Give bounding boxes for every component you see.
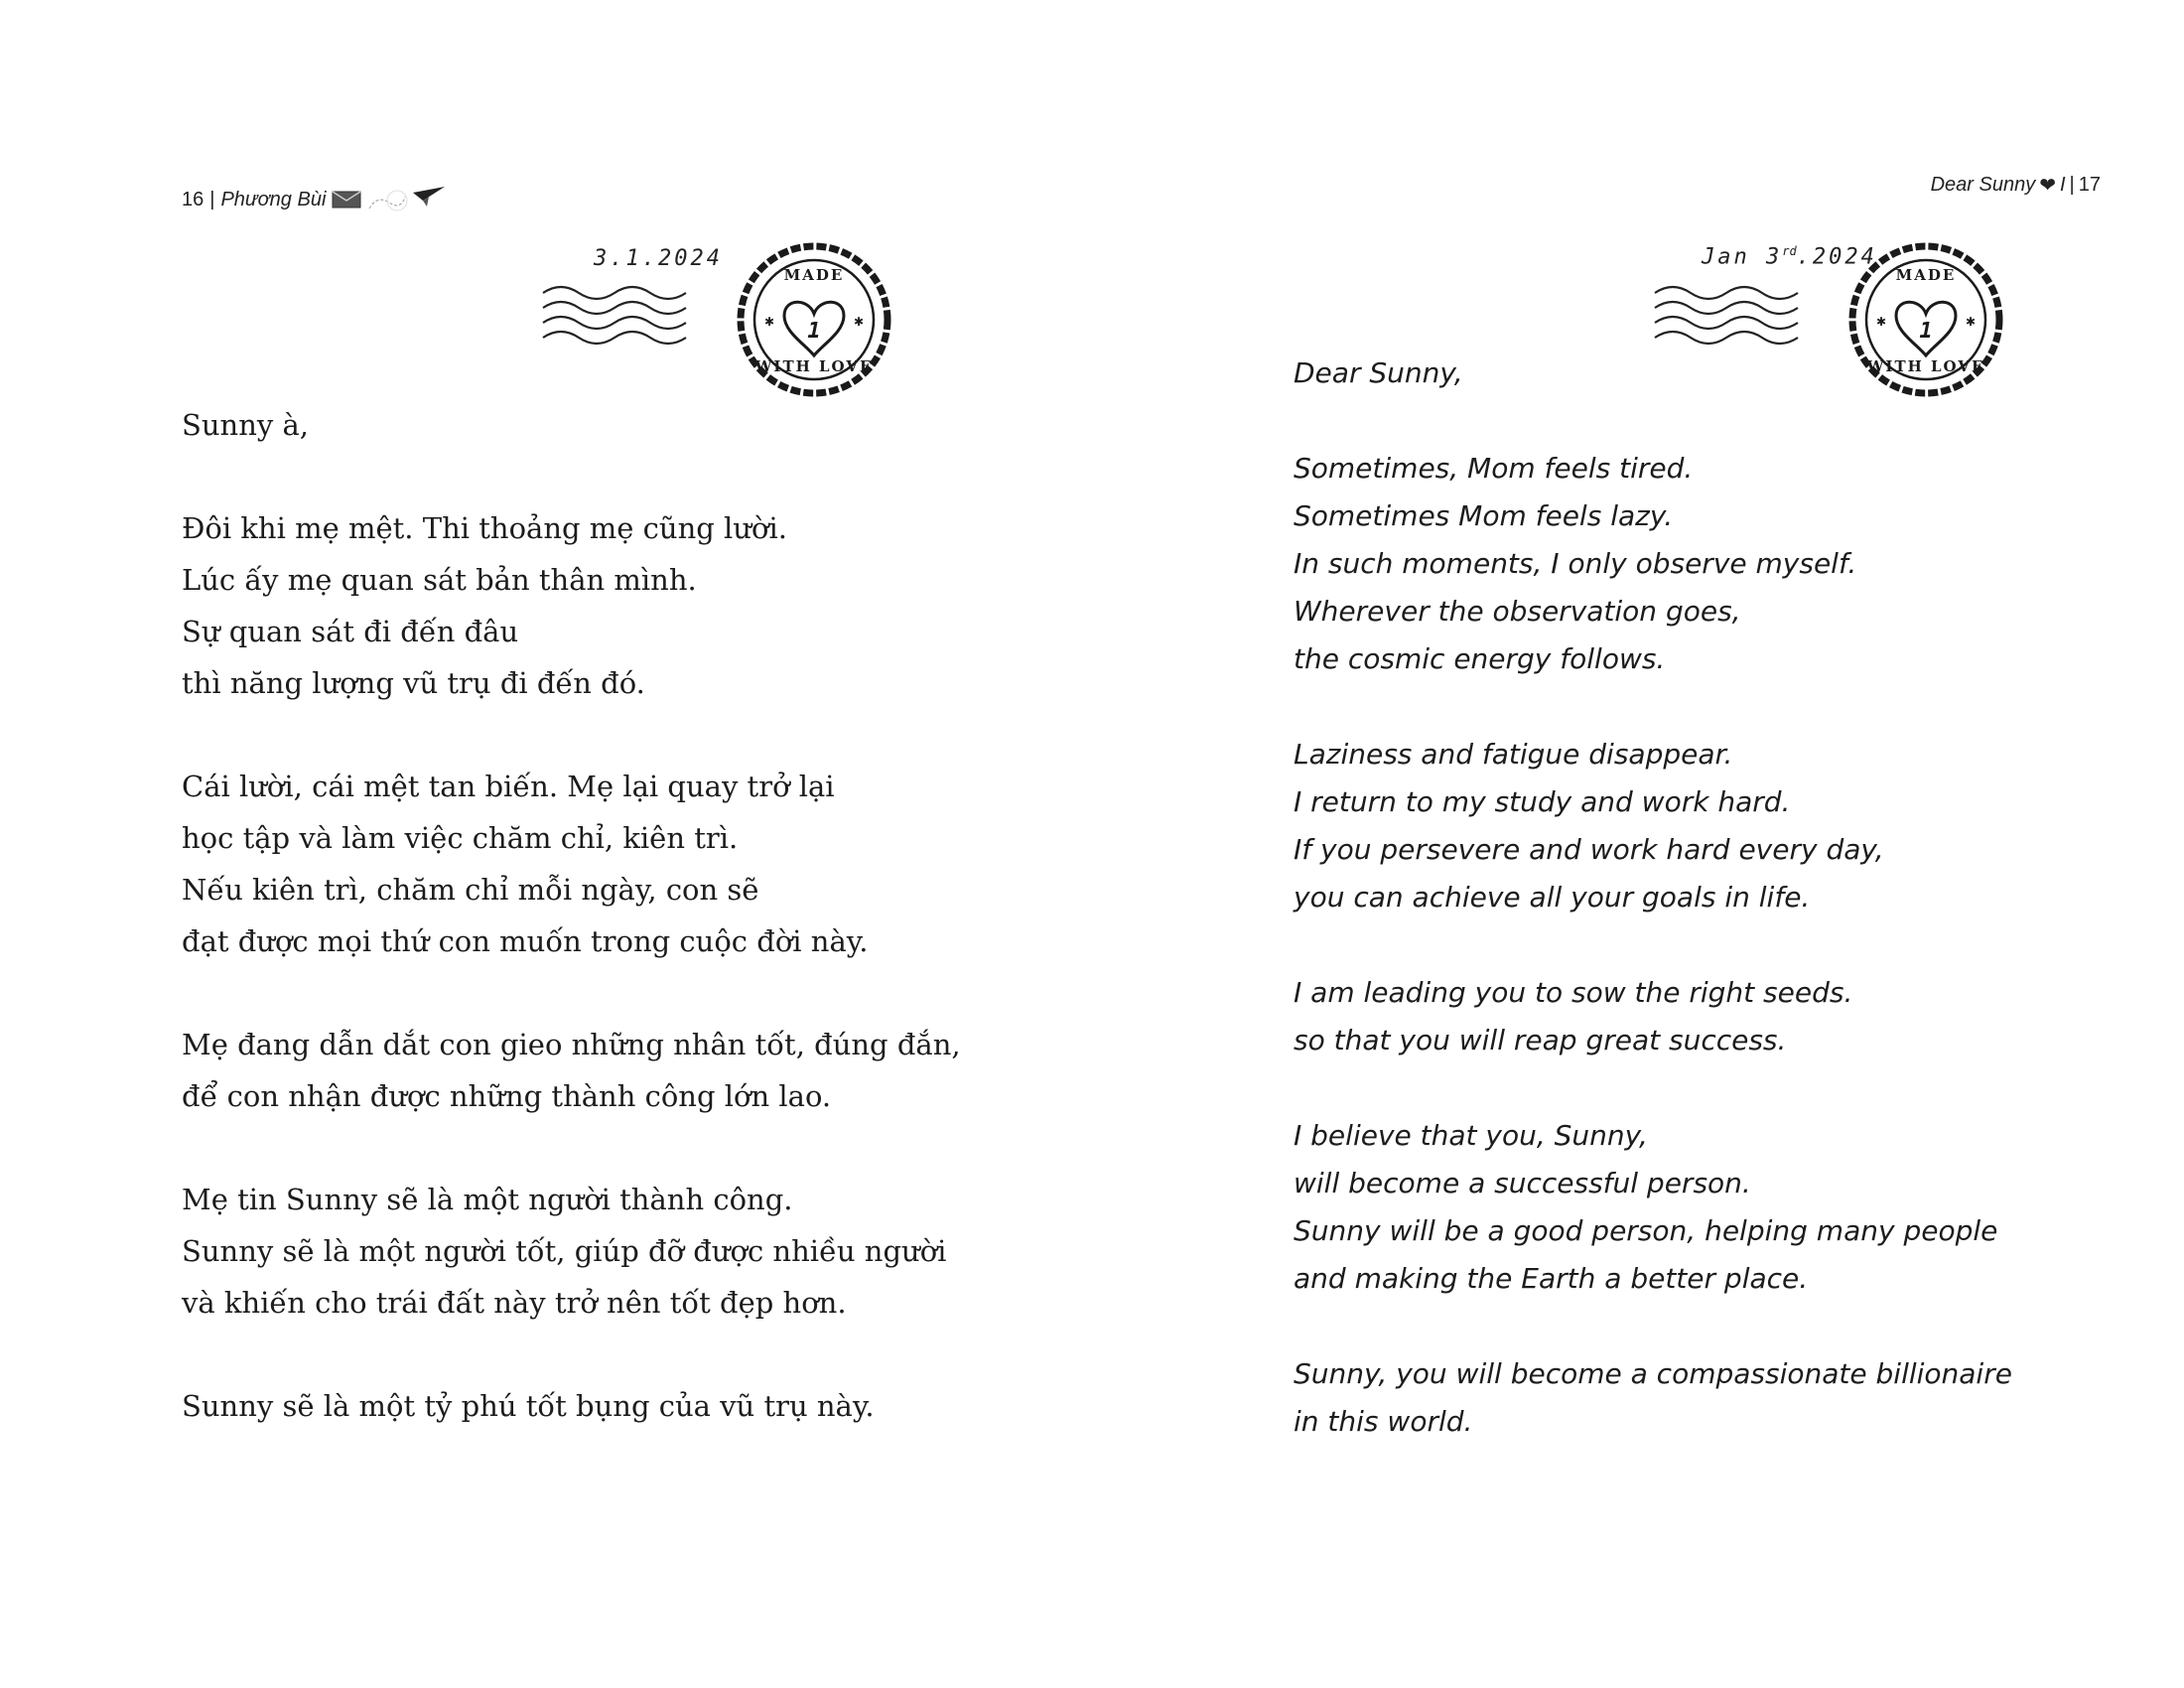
en-line: Laziness and fatigue disappear. xyxy=(1294,738,1733,771)
vi-line: Mẹ tin Sunny sẽ là một người thành công. xyxy=(182,1183,793,1216)
vi-paragraph-4 xyxy=(182,1174,1055,1329)
right-page xyxy=(1092,0,2184,1688)
header-separator: | xyxy=(209,188,215,211)
left-stamp-date: 3.1.2024 xyxy=(594,246,723,271)
right-page-number: 17 xyxy=(2078,174,2101,196)
en-paragraph-5 xyxy=(1294,1350,2167,1446)
paper-plane-icon xyxy=(367,185,447,214)
right-page-header xyxy=(1931,173,2101,198)
right-stamp-number: 1 xyxy=(1919,319,1933,344)
vi-line: Sunny sẽ là một tỷ phú tốt bụng của vũ trụ này. xyxy=(182,1389,875,1423)
en-line: Sunny, you will become a compassionate billionaire xyxy=(1294,1357,2012,1390)
en-line: If you persevere and work hard every day, xyxy=(1294,833,1884,866)
en-greeting: Dear Sunny, xyxy=(1294,356,1463,389)
en-line: the cosmic energy follows. xyxy=(1294,642,1666,675)
vi-line: Đôi khi mẹ mệt. Thi thoảng mẹ cũng lười. xyxy=(182,511,787,545)
vi-paragraph-5 xyxy=(182,1380,1055,1432)
en-line: Sunny will be a good person, helping many people xyxy=(1294,1214,1998,1247)
author-name: Phương Bùi xyxy=(220,188,327,211)
en-line: you can achieve all your goals in life. xyxy=(1294,881,1811,914)
vi-line: Lúc ấy mẹ quan sát bản thân mình. xyxy=(182,563,697,597)
left-page-header xyxy=(182,185,447,214)
header-separator: | xyxy=(2069,174,2075,196)
book-title: Dear Sunny xyxy=(1930,174,2036,196)
right-stamp-date-year: .2024 xyxy=(1796,244,1877,270)
en-line: so that you will reap great success. xyxy=(1294,1024,1787,1056)
vi-line: và khiến cho trái đất này trở nên tốt đẹp hơn. xyxy=(182,1286,847,1320)
en-paragraph-3 xyxy=(1294,969,2167,1064)
vi-paragraph-1 xyxy=(182,502,1055,709)
en-line: Sometimes Mom feels lazy. xyxy=(1294,499,1674,532)
stamp-star-icon: ✱ xyxy=(1876,315,1887,329)
vi-line: Sunny sẽ là một người tốt, giúp đỡ được nhiều người xyxy=(182,1234,947,1268)
left-stamp-bottom-text: WITH LOVE xyxy=(754,357,874,375)
right-stamp-top-text: MADE xyxy=(1895,266,1957,284)
vi-line: Sự quan sát đi đến đâu xyxy=(182,615,519,648)
left-page-number: 16 xyxy=(182,188,205,211)
right-stamp-date-prefix: Jan 3 xyxy=(1702,244,1783,270)
heart-icon: ❤ xyxy=(2039,175,2056,197)
en-paragraph-4 xyxy=(1294,1112,2167,1303)
stamp-star-icon: ✱ xyxy=(854,315,865,329)
en-paragraph-2 xyxy=(1294,731,2167,921)
vi-line: đạt được mọi thứ con muốn trong cuộc đời này. xyxy=(182,924,869,958)
en-line: in this world. xyxy=(1294,1405,1473,1438)
right-stamp-bottom-text: WITH LOVE xyxy=(1866,357,1985,375)
vi-line: học tập và làm việc chăm chỉ, kiên trì. xyxy=(182,821,739,855)
vi-line: thì năng lượng vũ trụ đi đến đó. xyxy=(182,666,645,700)
en-line: and making the Earth a better place. xyxy=(1294,1262,1809,1295)
en-line: I believe that you, Sunny, xyxy=(1294,1119,1648,1152)
vi-line: Cái lười, cái mệt tan biến. Mẹ lại quay trở lại xyxy=(182,770,835,803)
right-stamp-date-suffix: rd xyxy=(1782,244,1797,258)
en-line: Sometimes, Mom feels tired. xyxy=(1294,452,1694,485)
vi-line: Nếu kiên trì, chăm chỉ mỗi ngày, con sẽ xyxy=(182,873,759,907)
left-stamp-number: 1 xyxy=(807,319,821,344)
chapter-roman: I xyxy=(2059,174,2066,196)
vietnamese-letter xyxy=(182,399,1055,1483)
stamp-star-icon: ✱ xyxy=(1966,315,1977,329)
vi-line: để con nhận được những thành công lớn lao. xyxy=(182,1079,832,1113)
en-line: will become a successful person. xyxy=(1294,1167,1751,1199)
left-stamp-top-text: MADE xyxy=(783,266,845,284)
vi-line: Mẹ đang dẫn dắt con gieo những nhân tốt, đúng đắn, xyxy=(182,1028,961,1061)
vi-paragraph-2 xyxy=(182,761,1055,967)
en-line: In such moments, I only observe myself. xyxy=(1294,547,1857,580)
english-letter xyxy=(1294,350,2167,1493)
envelope-icon xyxy=(332,190,361,210)
vi-paragraph-3 xyxy=(182,1019,1055,1122)
en-line: I am leading you to sow the right seeds. xyxy=(1294,976,1853,1009)
en-paragraph-1 xyxy=(1294,445,2167,683)
left-postmark-stamp xyxy=(541,238,898,407)
en-line: Wherever the observation goes, xyxy=(1294,595,1741,628)
vi-greeting: Sunny à, xyxy=(182,408,310,442)
en-line: I return to my study and work hard. xyxy=(1294,785,1791,818)
stamp-star-icon: ✱ xyxy=(764,315,775,329)
